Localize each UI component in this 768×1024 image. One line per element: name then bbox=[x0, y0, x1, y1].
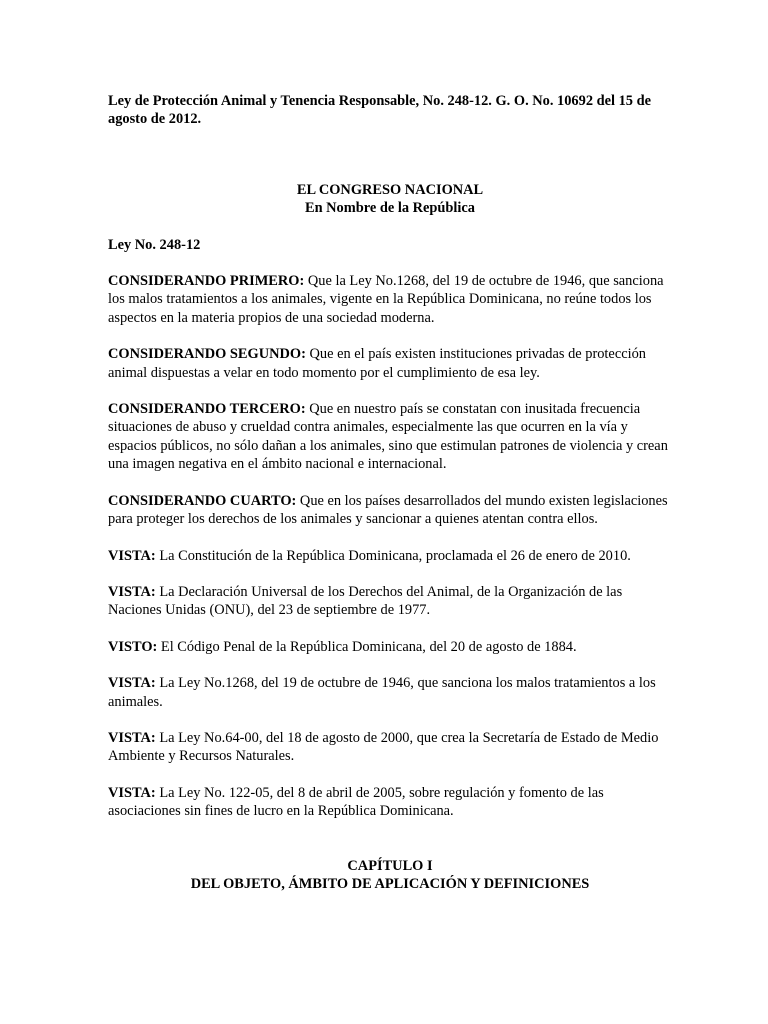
considerando-text: Que en el país existen instituciones privadas de protección animal dispuestas a velar en todo momento por el cumplimiento de esa ley. bbox=[108, 346, 646, 381]
considerando-label: CONSIDERANDO PRIMERO: bbox=[108, 273, 305, 290]
considerando-paragraph bbox=[108, 272, 668, 327]
considerando-text: Que en los países desarrollados del mundo existen legislaciones para proteger los derechos de los animales y sancionar a quienes atentan contra ellos. bbox=[108, 492, 668, 528]
vista-text: La Ley No. 122-05, del 8 de abril de 2005, sobre regulación y fomento de las asociaciones sin fines de lucro en la República Dominicana. bbox=[108, 784, 604, 820]
vista-paragraph bbox=[108, 638, 668, 656]
vista-text: La Ley No.1268, del 19 de octubre de 1946, que sanciona los malos tratamientos a los animales. bbox=[108, 675, 656, 710]
chapter-title: CAPÍTULO I bbox=[347, 857, 433, 874]
considerando-label: CONSIDERANDO SEGUNDO: bbox=[108, 346, 306, 363]
considerando-text: Que en nuestro país se constatan con inusitada frecuencia situaciones de abuso y crueldad contra animales, especialmente las que ocurren en la vía y espacios públicos, no sólo dañan a los animales, sino que estimulan patrones de violencia y crean una imagen negativa en el ámbito nacional e internacional. bbox=[108, 401, 668, 473]
considerando-label: CONSIDERANDO CUARTO: bbox=[108, 492, 297, 509]
considerando-text: Que la Ley No.1268, del 19 de octubre de 1946, que sanciona los malos tratamientos a los animales, vigente en la República Dominicana, no reúne todos los aspectos en la materia propios de una sociedad moderna. bbox=[108, 273, 664, 326]
vista-paragraph bbox=[108, 729, 668, 766]
vista-label: VISTO: bbox=[108, 638, 158, 655]
considerando-label: CONSIDERANDO TERCERO: bbox=[108, 401, 306, 418]
vista-paragraph bbox=[108, 547, 668, 565]
heading-republic: En Nombre de la República bbox=[304, 200, 476, 217]
document-title: Ley de Protección Animal y Tenencia Responsable, No. 248-12. G. O. No. 10692 del 15 de agosto de 2012. bbox=[108, 93, 651, 128]
considerando-paragraph bbox=[108, 345, 668, 382]
vista-label: VISTA: bbox=[108, 729, 156, 746]
vista-label: VISTA: bbox=[108, 547, 156, 564]
vista-label: VISTA: bbox=[108, 583, 156, 600]
vista-text: La Constitución de la República Dominicana, proclamada el 26 de enero de 2010. bbox=[155, 547, 631, 564]
vista-text: El Código Penal de la República Dominicana, del 20 de agosto de 1884. bbox=[157, 638, 577, 655]
considerando-paragraph bbox=[108, 492, 668, 529]
law-number: Ley No. 248-12 bbox=[108, 236, 201, 253]
vista-label: VISTA: bbox=[108, 675, 156, 692]
document-page bbox=[108, 92, 668, 893]
vista-label: VISTA: bbox=[108, 784, 156, 801]
vista-paragraph bbox=[108, 583, 668, 620]
vista-paragraph bbox=[108, 784, 668, 821]
heading-congress: EL CONGRESO NACIONAL bbox=[296, 181, 484, 198]
considerando-paragraph bbox=[108, 400, 668, 474]
chapter-subtitle: DEL OBJETO, ÁMBITO DE APLICACIÓN Y DEFINICIONES bbox=[190, 875, 590, 892]
vista-paragraph bbox=[108, 674, 668, 711]
vista-text: La Declaración Universal de los Derechos del Animal, de la Organización de las Naciones Unidas (ONU), del 23 de septiembre de 1977. bbox=[108, 583, 623, 619]
vista-text: La Ley No.64-00, del 18 de agosto de 2000, que crea la Secretaría de Estado de Medio Ambiente y Recursos Naturales. bbox=[108, 729, 659, 765]
